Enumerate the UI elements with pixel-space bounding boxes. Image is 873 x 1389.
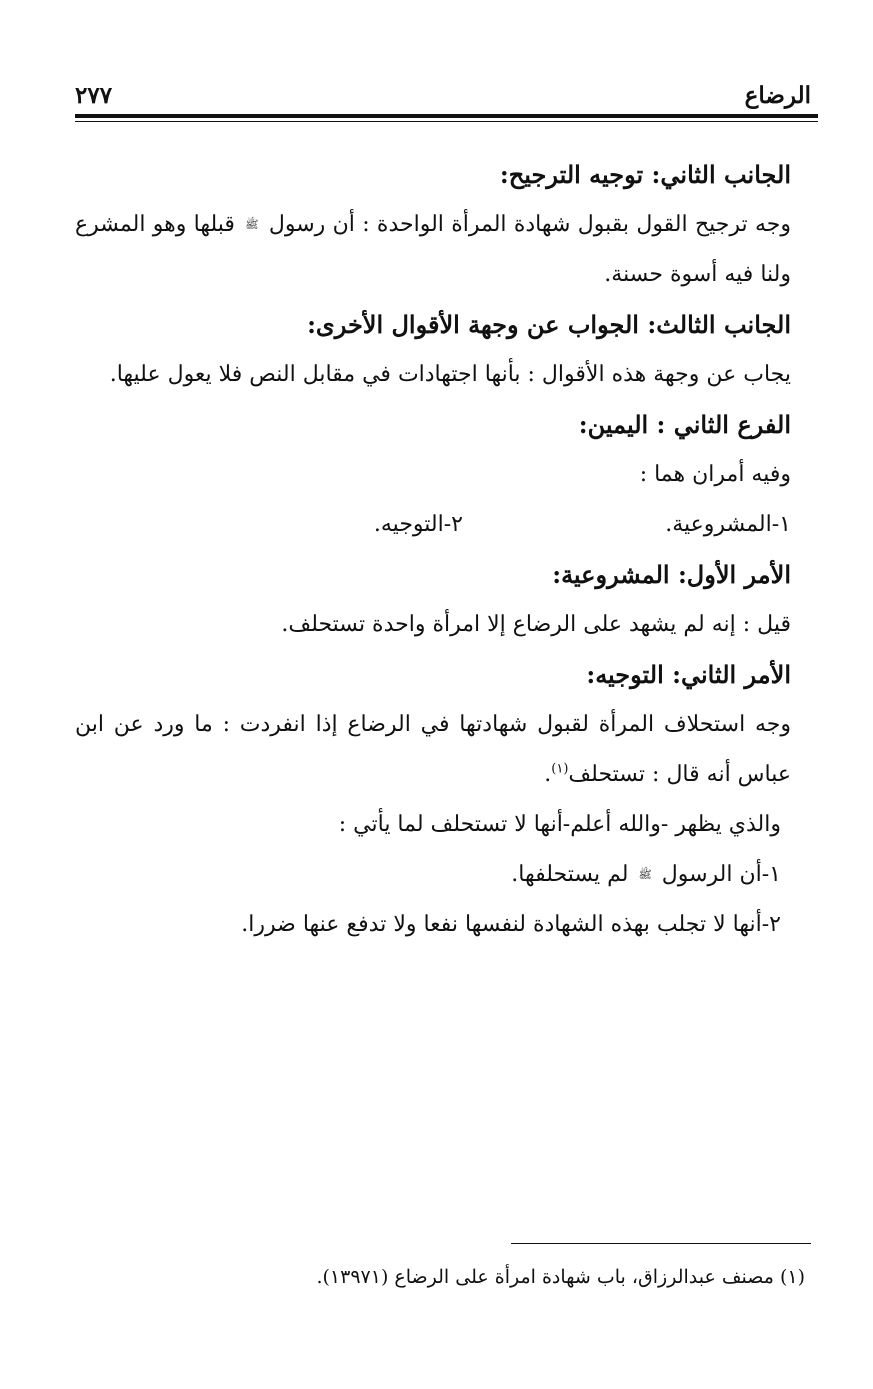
paragraph-text: قبلها وهو المشرع ولنا فيه أسوة حسنة. bbox=[75, 212, 791, 287]
list-item: ٢-التوجيه. bbox=[373, 512, 463, 537]
heading-matter-one: الأمر الأول: المشروعية: bbox=[552, 560, 791, 589]
paragraph-preference-reason bbox=[75, 200, 791, 300]
heading-side-three: الجانب الثالث: الجواب عن وجهة الأقوال الأخرى: bbox=[307, 310, 791, 339]
paragraph-conclusion: والذي يظهر -والله أعلم-أنها لا تستحلف لما يأتي : bbox=[338, 812, 781, 837]
paragraph-text: وجه استحلاف المرأة لقبول شهادتها في الرضاع إذا انفردت : ما ورد عن ابن عباس أنه قال : تستحلف bbox=[75, 712, 791, 787]
reason-item bbox=[75, 850, 791, 900]
footnote-reference[interactable]: (١) bbox=[551, 761, 569, 777]
paragraph-oath-reason bbox=[75, 700, 791, 800]
footnote-separator bbox=[511, 1243, 811, 1244]
reason-text: لم يستحلفها. bbox=[511, 862, 629, 887]
chapter-title: الرضاع bbox=[744, 82, 811, 109]
matters-list bbox=[75, 500, 791, 550]
pbuh-honorific: ﷺ bbox=[245, 218, 259, 231]
page-body bbox=[75, 150, 791, 950]
paragraph-answer: يجاب عن وجهة هذه الأقوال : بأنها اجتهادات في مقابل النص فلا يعول عليها. bbox=[109, 362, 791, 387]
page-header bbox=[75, 82, 811, 112]
paragraph-two-matters: وفيه أمران هما : bbox=[639, 462, 791, 487]
header-rule-thick bbox=[75, 114, 818, 118]
list-item: ١-المشروعية. bbox=[665, 512, 791, 537]
heading-side-two: الجانب الثاني: توجيه الترجيح: bbox=[499, 160, 791, 189]
header-rule-thin bbox=[75, 121, 818, 122]
heading-matter-two: الأمر الثاني: التوجيه: bbox=[586, 660, 791, 689]
heading-branch-two: الفرع الثاني : اليمين: bbox=[578, 410, 791, 439]
page-number: ٢٧٧ bbox=[75, 82, 113, 109]
reason-text: ١-أن الرسول bbox=[661, 862, 781, 887]
pbuh-honorific: ﷺ bbox=[638, 868, 652, 881]
paragraph-legitimacy: قيل : إنه لم يشهد على الرضاع إلا امرأة واحدة تستحلف. bbox=[281, 612, 791, 637]
reason-item: ٢-أنها لا تجلب بهذه الشهادة لنفسها نفعا ولا تدفع عنها ضررا. bbox=[241, 912, 781, 937]
paragraph-text: . bbox=[544, 762, 552, 787]
footnote: (١) مصنف عبدالرزاق، باب شهادة امرأة على الرضاع (١٣٩٧١). bbox=[316, 1266, 805, 1288]
paragraph-text: وجه ترجيح القول بقبول شهادة المرأة الواحدة : أن رسول bbox=[268, 212, 791, 237]
